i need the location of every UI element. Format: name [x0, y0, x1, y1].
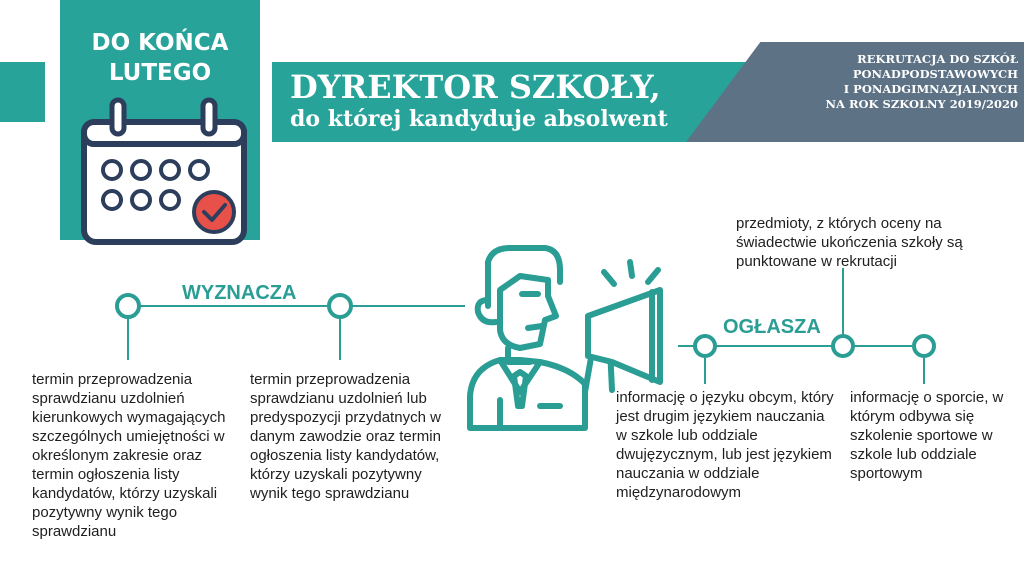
page-title: DYREKTOR SZKOŁY,: [290, 68, 661, 106]
campaign-line-4: NA ROK SZKOLNY 2019/2020: [825, 97, 1018, 111]
verb-assigns: WYZNACZA: [182, 282, 297, 304]
deadline-line-2: LUTEGO: [108, 60, 212, 86]
calendar-check-icon: [84, 100, 244, 242]
left-item-2-text: termin przeprowadzenia sprawdzianu uzdolnień lub predyspozycji przydatnych w danym zawodzie oraz termin ogłoszenia listy kandydatów, którzy uzyskali pozytywny wynik tego sprawdzianu: [250, 371, 441, 502]
campaign-line-1: REKRUTACJA DO SZKÓŁ: [857, 52, 1018, 66]
right-item-1-text: informację o języku obcym, który jest drugim językiem nauczania w szkole lub oddziale dwujęzycznym, lub jest językiem nauczania w oddziale międzynarodowym: [616, 389, 834, 501]
deadline-line-1: DO KOŃCA: [91, 30, 229, 56]
verb-announces: OGŁASZA: [723, 316, 821, 338]
left-item-1-text: termin przeprowadzenia sprawdzianu uzdolnień kierunkowych wymagających szczególnych umiejętności w określonym zakresie oraz termin ogłoszenia listy kandydatów, którzy uzyskali pozytywny wynik tego sprawdzianu: [32, 371, 226, 540]
right-item-2-text: informację o sporcie, w którym odbywa się szkolenie sportowe w szkole lub oddziale sportowym: [850, 389, 1004, 482]
campaign-line-3: I PONADGIMNAZJALNYCH: [843, 82, 1018, 96]
right-top-item-text: przedmioty, z których oceny na świadectwie ukończenia szkoły są punktowane w rekrutacji: [736, 215, 963, 270]
page-subtitle: do której kandyduje absolwent: [290, 106, 668, 132]
campaign-line-2: PONADPODSTAWOWYCH: [852, 67, 1018, 81]
